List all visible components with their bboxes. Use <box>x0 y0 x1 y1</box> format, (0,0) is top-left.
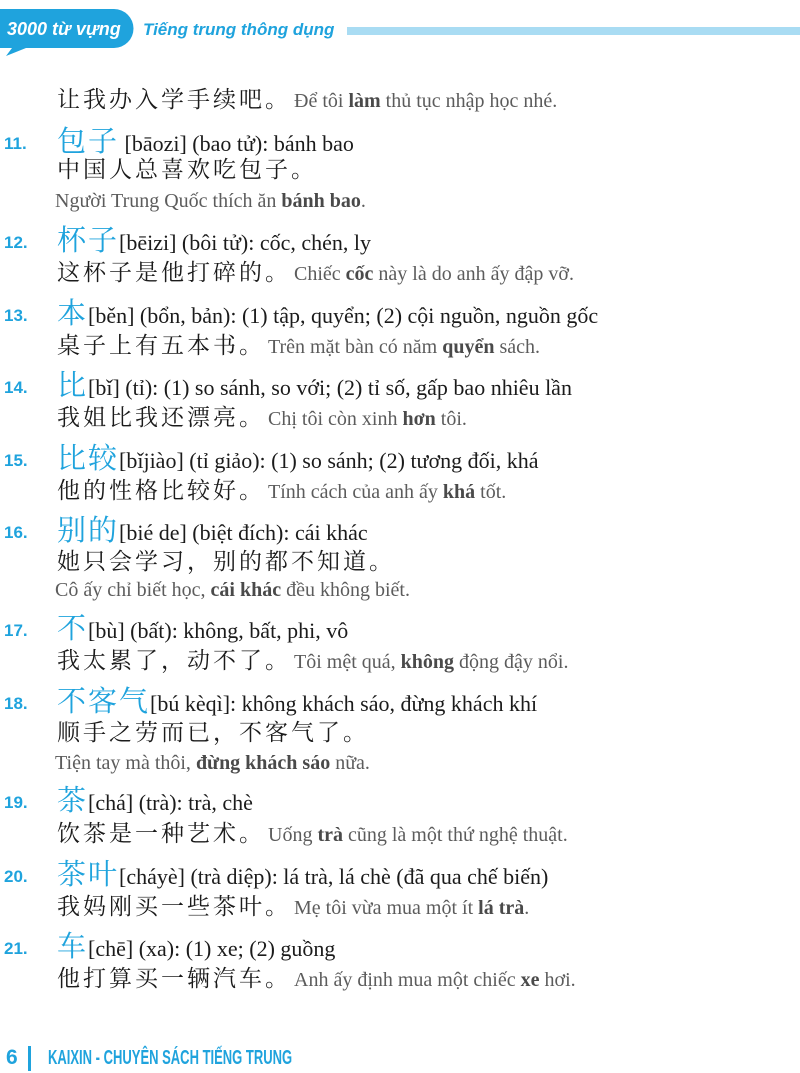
translation-keyword: làm <box>348 90 381 112</box>
entry-number: 21. <box>4 939 28 958</box>
reading-and-meaning: [bú kèqì]: không khách sáo, đừng khách khí <box>150 691 538 716</box>
translation-text: Trên mặt bàn có năm <box>268 336 443 358</box>
translation-keyword: lá trà <box>478 897 525 919</box>
example-chinese: 中国人总喜欢吃包子。 <box>57 157 317 183</box>
entry-heading <box>0 783 800 817</box>
reading-and-meaning: [bēizi] (bôi tử): cốc, chén, ly <box>119 230 372 255</box>
translation-text: Cô ấy chỉ biết học, <box>55 579 211 601</box>
example-vietnamese <box>294 90 557 112</box>
example-chinese: 我太累了，动不了。 <box>57 648 291 674</box>
headword: 茶 <box>57 783 89 817</box>
entry-number: 15. <box>4 451 28 470</box>
header-rule <box>347 27 800 35</box>
translation-text: cũng là một thứ nghệ thuật. <box>343 824 568 846</box>
entry-heading <box>0 223 800 257</box>
entry-number: 12. <box>4 233 28 252</box>
translation-text: Uống <box>268 824 318 846</box>
entry-number: 16. <box>4 523 28 542</box>
translation-text: Tiện tay mà thôi, <box>55 752 196 774</box>
headword: 比 <box>57 368 89 402</box>
entry-number: 20. <box>4 867 28 886</box>
entry-number: 13. <box>4 306 28 325</box>
reading-and-meaning: [běn] (bổn, bản): (1) tập, quyển; (2) cội nguồn, nguồn gốc <box>88 303 599 328</box>
entry-example-chinese-line <box>0 716 800 750</box>
headword: 车 <box>57 929 89 963</box>
entry-example-vietnamese-line <box>0 573 800 607</box>
example-chinese: 我妈刚买一些茶叶。 <box>57 894 291 920</box>
entry-heading <box>0 368 800 402</box>
entry-heading <box>0 513 800 547</box>
reading-and-meaning: [bù] (bất): không, bất, phi, vô <box>88 618 349 643</box>
headword: 别的 <box>57 513 120 547</box>
entry-example-chinese-line <box>0 153 800 187</box>
series-badge-text: 3000 từ vựng <box>7 19 121 39</box>
reading-and-meaning: [bǐjiào] (tỉ giảo): (1) so sánh; (2) tương đối, khá <box>119 448 539 473</box>
reading-and-meaning: [cháyè] (trà diệp): lá trà, lá chè (đã qua chế biến) <box>119 864 549 889</box>
translation-keyword: cốc <box>345 263 374 285</box>
headword: 比较 <box>57 441 120 475</box>
entry-example-line <box>0 962 800 996</box>
example-vietnamese <box>294 651 568 673</box>
translation-text: Chiếc <box>294 263 346 285</box>
entry-heading <box>0 929 800 963</box>
example-vietnamese <box>294 969 576 991</box>
entry-example-line <box>0 401 800 435</box>
example-vietnamese <box>55 579 410 601</box>
example-chinese: 饮茶是一种艺术。 <box>57 821 265 847</box>
page-number: 6 <box>6 1046 18 1069</box>
translation-text: Tôi mệt quá, <box>294 651 401 673</box>
entry-number: 19. <box>4 793 28 812</box>
headword: 不客气 <box>57 684 151 718</box>
entry-example-vietnamese-line <box>0 184 800 218</box>
translation-text: thủ tục nhập học nhé. <box>380 90 558 112</box>
translation-text: tôi. <box>435 408 467 430</box>
translation-text: đều không biết. <box>281 579 410 601</box>
entry-heading <box>0 611 800 645</box>
reading-and-meaning: [bǐ] (tỉ): (1) so sánh, so với; (2) tỉ số, gấp bao nhiêu lần <box>88 375 572 400</box>
entry-heading <box>0 296 800 330</box>
example-chinese: 她只会学习，别的都不知道。 <box>57 549 395 575</box>
continued-example <box>0 83 800 117</box>
example-vietnamese <box>268 824 568 846</box>
translation-text: Tính cách của anh ấy <box>268 481 443 503</box>
example-chinese: 他的性格比较好。 <box>57 478 265 504</box>
translation-text: Anh ấy định mua một chiếc <box>294 969 521 991</box>
headword: 本 <box>57 296 89 330</box>
translation-text: động đậy nổi. <box>454 651 569 673</box>
footer-title: KAIXIN - CHUYÊN SÁCH TIẾNG TRUNG <box>48 1047 293 1069</box>
translation-text: này là do anh ấy đập vỡ. <box>373 263 574 285</box>
headword: 包子 <box>57 124 120 158</box>
translation-text: hơi. <box>539 969 576 991</box>
example-vietnamese <box>294 897 529 919</box>
translation-keyword: khá <box>442 481 476 503</box>
translation-text: . <box>524 897 530 919</box>
example-chinese: 让我办入学手续吧。 <box>57 87 291 113</box>
translation-text: nữa. <box>330 752 370 774</box>
entry-heading <box>0 684 800 718</box>
footer-divider <box>28 1046 31 1071</box>
reading-and-meaning: [bāozi] (bao tử): bánh bao <box>119 131 354 156</box>
entry-example-line <box>0 329 800 363</box>
translation-keyword: xe <box>520 969 540 991</box>
reading-and-meaning: [chē] (xa): (1) xe; (2) guồng <box>88 936 336 961</box>
translation-text: Người Trung Quốc thích ăn <box>55 190 282 212</box>
translation-keyword: trà <box>317 824 343 846</box>
reading-and-meaning: [chá] (trà): trà, chè <box>88 790 253 815</box>
entry-example-line <box>0 890 800 924</box>
translation-text: . <box>360 190 366 212</box>
example-vietnamese <box>55 752 370 774</box>
headword: 杯子 <box>57 223 120 257</box>
book-subtitle: Tiếng trung thông dụng <box>143 20 335 39</box>
translation-text: Để tôi <box>294 90 349 112</box>
example-vietnamese <box>268 408 467 430</box>
entry-number: 14. <box>4 378 28 397</box>
example-vietnamese <box>268 336 540 358</box>
example-vietnamese <box>55 190 366 212</box>
example-chinese: 我姐比我还漂亮。 <box>57 405 265 431</box>
entry-example-line <box>0 256 800 290</box>
translation-keyword: bánh bao <box>281 190 361 212</box>
example-chinese: 他打算买一辆汽车。 <box>57 966 291 992</box>
translation-text: Chị tôi còn xinh <box>268 408 403 430</box>
headword: 茶叶 <box>57 857 120 891</box>
example-chinese: 桌子上有五本书。 <box>57 333 265 359</box>
translation-keyword: quyển <box>442 336 495 358</box>
entry-number: 11. <box>4 134 27 153</box>
reading-and-meaning: [bié de] (biệt đích): cái khác <box>119 520 368 545</box>
translation-text: Mẹ tôi vừa mua một ít <box>294 897 479 919</box>
example-vietnamese <box>294 263 574 285</box>
translation-keyword: cái khác <box>210 579 282 601</box>
translation-text: tốt. <box>475 481 507 503</box>
entry-heading <box>0 441 800 475</box>
entry-number: 17. <box>4 621 28 640</box>
translation-keyword: đừng khách sáo <box>195 752 331 774</box>
translation-keyword: không <box>400 651 455 673</box>
example-chinese: 这杯子是他打碎的。 <box>57 260 291 286</box>
example-vietnamese <box>268 481 506 503</box>
entry-heading <box>0 857 800 891</box>
entry-example-line <box>0 644 800 678</box>
entry-example-line <box>0 817 800 851</box>
translation-text: sách. <box>494 336 541 358</box>
entry-example-line <box>0 474 800 508</box>
example-chinese: 顺手之劳而已，不客气了。 <box>57 720 369 746</box>
headword: 不 <box>57 611 89 645</box>
entry-number: 18. <box>4 694 28 713</box>
translation-keyword: hơn <box>402 408 436 430</box>
entry-example-vietnamese-line <box>0 746 800 780</box>
